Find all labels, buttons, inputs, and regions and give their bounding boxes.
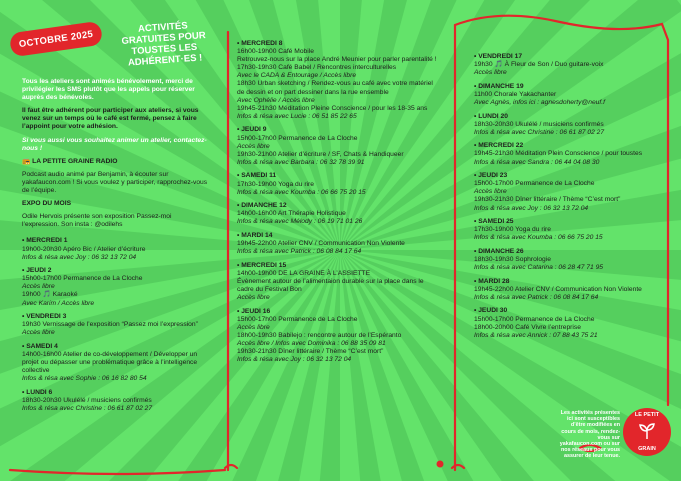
- event-item: [474, 113, 654, 137]
- event-item: [22, 237, 210, 261]
- event-date: • MERCREDI 1: [22, 237, 68, 245]
- event-item: [237, 126, 437, 166]
- event-line: Infos & résa avec Barbara : 06 32 78 39 91: [237, 158, 365, 166]
- event-line: 17h30-19h00 Yoga du rire: [237, 180, 314, 188]
- event-line: 14h00-16h00 Art Thérapie Holistique: [237, 210, 346, 218]
- event-item: [237, 232, 437, 256]
- event-item: [22, 267, 210, 307]
- event-item: [22, 313, 210, 337]
- intro-paragraph: Si vous aussi vous souhaitez animer un atelier, contactez-nous !: [22, 136, 207, 152]
- logo: [623, 408, 671, 456]
- event-line: Infos & résa avec Patrick : 06 08 84 17 64: [474, 293, 599, 301]
- event-line: 16h00-19h00 Café Mobile: [237, 48, 314, 56]
- event-line: 18h30 Urban sketching / Rendez-vous au café avec votre matériel de dessin et on part dessiner dans la rue ensemble: [237, 80, 433, 96]
- event-line: 14h00-16h00 Atelier de co-développement / Développer un projet ou dépasser une problématique grâce à l’intelligence collective: [22, 351, 198, 375]
- event-date: • JEUDI 2: [22, 267, 52, 275]
- event-date: • MARDI 28: [474, 277, 510, 285]
- event-date: • JEUDI 9: [237, 126, 267, 134]
- event-line: 19h00-20h30 Apéro Bic / Atelier d’écriture: [22, 245, 146, 253]
- event-item: [474, 307, 654, 339]
- footer-note: Les activités présentes ici sont susceptibles d’être modifiées en cours de mois, rendez-vous sur yakafaucon.com ou sur nos réseaux pour vous assurer de leur tenue.: [559, 410, 620, 460]
- event-line: 19h30-21h30 Dîner littéraire / Thème “C’est mort”: [474, 196, 621, 204]
- event-item: [237, 202, 437, 226]
- event-line: 19h45-22h00 Atelier CNV / Communication Non Violente: [474, 285, 642, 293]
- event-line: 17h30-19h30 Café Babel / Rencontres interculturelles: [237, 64, 397, 72]
- event-line: Avec le CADA & Entourage / Accès libre: [237, 72, 357, 80]
- event-line: Infos & résa avec Sandra : 06 44 04 08 30: [474, 158, 600, 166]
- event-line: 11h00 Chorale Yakachanter: [474, 90, 557, 98]
- event-line: Retrouvez-nous sur la place André Meunier pour parler parentalité !: [237, 56, 437, 64]
- event-line: 19h45-22h00 Atelier CNV / Communication Non Violente: [237, 240, 405, 248]
- event-line: 18h30-20h30 Ukulélé / musiciens confirmés: [22, 397, 152, 404]
- event-line: Infos & résa avec Lucie : 06 51 85 22 65: [237, 112, 357, 120]
- event-line: Accès libre: [237, 323, 270, 331]
- intro-paragraph: 📻 LA PETITE GRAINE RADIO: [22, 157, 118, 165]
- event-line: Infos & résa avec Christine : 06 61 87 02 27: [474, 128, 605, 136]
- event-date: • JEUDI 30: [474, 307, 508, 315]
- event-line: Infos & résa avec Sophie : 06 16 82 80 54: [22, 375, 147, 383]
- event-item: [474, 83, 654, 107]
- event-line: Accès libre: [474, 69, 507, 77]
- intro-paragraph: Il faut être adhérent pour participer aux ateliers, si vous venez sur un temps où le café est fermé, pensez à faire l’appoint pour votre adhésion.: [22, 107, 199, 131]
- event-line: 15h00-17h00 Permanence de La Cloche: [237, 315, 358, 323]
- intro-paragraph: Podcast audio animé par Benjamin, à écouter sur yakafaucon.com ! Si vous voulez y participer, rapprochez-vous de l’équipe.: [22, 170, 208, 195]
- event-line: 18h30-20h30 Ukulélé / musiciens confirmés: [474, 120, 604, 128]
- event-date: • JEUDI 23: [474, 172, 508, 180]
- event-date: • LUNDI 6: [22, 388, 53, 396]
- event-line: Infos & résa avec Mélody : 06 19 71 01 26: [237, 218, 363, 226]
- intro-paragraph: Tous les ateliers sont animés bénévolement, merci de privilégier les SMS plutôt que les appels pour réserver auprès des bénévoles.: [22, 78, 195, 102]
- event-item: [237, 172, 437, 196]
- event-line: 19h30 Vernissage de l’exposition “Passez moi l’expression”: [22, 321, 198, 329]
- event-line: Accès libre / Infos avec Dominika : 06 88 35 09 81: [237, 340, 386, 348]
- event-line: Infos & résa avec Joy : 06 32 13 72 04: [237, 356, 352, 364]
- event-line: 14h00-19h00 DE LA GRAINE À L’ASSIETTE: [237, 269, 371, 277]
- event-item: [237, 262, 437, 302]
- event-item: [237, 308, 437, 365]
- event-item: [474, 142, 654, 166]
- event-line: 19h30-21h30 Dîner littéraire / Thème “C’est mort”: [237, 348, 384, 356]
- event-line: Infos & résa avec Christine : 06 61 87 02 27: [22, 405, 153, 413]
- middle-column: [237, 40, 437, 370]
- event-line: 18h30-19h30 Sophrologie: [474, 255, 551, 263]
- event-line: 19h45-21h30 Méditation Pleine Conscience / pour les 18-35 ans: [237, 104, 428, 112]
- event-date: • VENDREDI 3: [22, 313, 67, 321]
- page-heading: ACTIVITÉS GRATUITES POUR TOUSTES LES ADHÉRENT·ES !: [121, 20, 207, 69]
- event-date: • MERCREDI 22: [474, 142, 524, 150]
- event-line: Avec Ophélie / Accès libre: [237, 96, 315, 104]
- month-badge: OCTOBRE 2025: [9, 21, 103, 58]
- event-date: • MARDI 14: [237, 231, 273, 239]
- event-line: 15h00-17h00 Permanence de La Cloche: [474, 315, 595, 323]
- event-line: 19h30-21h00 Atelier d’écriture / SF, Chats & Handiqueer: [237, 150, 404, 158]
- event-line: Infos & résa avec Catarina : 06 28 47 71 95: [474, 264, 604, 272]
- event-line: 15h00-17h00 Permanence de La Cloche: [22, 275, 143, 283]
- event-line: Accès libre: [22, 329, 55, 337]
- intro-paragraph: Odile Hervois présente son exposition Passez-moi l’expression. Son insta : @odilehs: [22, 213, 172, 229]
- logo-bottom-text: GRAIN: [638, 446, 656, 452]
- event-date: • DIMANCHE 26: [474, 247, 524, 255]
- event-line: Infos & résa avec Koumba : 06 66 75 20 15: [474, 234, 603, 242]
- event-line: Accès libre: [474, 188, 507, 196]
- event-line: 15h00-17h00 Permanence de La Cloche: [474, 180, 595, 188]
- event-line: 15h00-17h00 Permanence de La Cloche: [237, 134, 358, 142]
- event-date: • DIMANCHE 12: [237, 202, 287, 210]
- event-line: Infos & résa avec Annick : 07 88 43 75 21: [474, 331, 598, 339]
- event-line: Accès libre: [237, 142, 270, 150]
- event-line: Infos & résa avec Koumba : 06 66 75 20 15: [237, 188, 366, 196]
- event-date: • MERCREDI 15: [237, 261, 287, 269]
- event-date: • SAMEDI 25: [474, 218, 514, 226]
- event-line: Infos & résa avec Joy : 06 32 13 72 04: [474, 204, 589, 212]
- event-date: • MERCREDI 8: [237, 40, 283, 47]
- event-line: Évènement autour de l’alimentaion durable sur la place dans le cadre du Festival Bon: [237, 277, 424, 294]
- event-item: [474, 278, 654, 302]
- event-line: 18h00-20h00 Café Vivre l’entreprise: [474, 323, 581, 331]
- event-list-left: [22, 237, 210, 413]
- event-date: • VENDREDI 17: [474, 53, 523, 60]
- event-item: [474, 218, 654, 242]
- left-column: [22, 78, 210, 419]
- event-item: [474, 172, 654, 212]
- event-date: • LUNDI 20: [474, 112, 508, 120]
- event-date: • SAMEDI 4: [22, 342, 58, 350]
- logo-top-text: LE PETIT: [634, 412, 660, 418]
- event-line: 19h45-21h30 Méditation Plein Conscience / pour toustes: [474, 150, 643, 158]
- event-line: Accès libre: [237, 294, 270, 302]
- event-item: [22, 389, 210, 413]
- sprout-icon: [637, 421, 657, 441]
- intro-block: [22, 78, 210, 229]
- right-column: [474, 53, 654, 345]
- event-item: [474, 248, 654, 272]
- intro-paragraph: EXPO DU MOIS: [22, 200, 72, 208]
- event-date: • SAMEDI 11: [237, 172, 277, 180]
- event-item: [237, 40, 437, 121]
- event-date: • DIMANCHE 19: [474, 82, 524, 90]
- event-line: 19h30 🎵 À Fleur de Son / Duo guitare-voix: [474, 61, 604, 69]
- event-line: Infos & résa avec Patrick : 06 08 84 17 64: [237, 248, 362, 256]
- event-date: • JEUDI 16: [237, 307, 271, 315]
- event-line: Accès libre: [22, 283, 55, 291]
- event-item: [22, 343, 210, 383]
- event-line: Avec Agnès, infos ici : agnesdoherty@neuf.f: [474, 98, 605, 106]
- event-line: 17h30-19h00 Yoga du rire: [474, 226, 551, 234]
- event-line: 18h00-19h30 Babilejo : rencontre autour de l’Espéranto: [237, 332, 402, 339]
- event-item: [474, 53, 654, 77]
- event-line: 19h00 🎵 Karaoké: [22, 291, 78, 299]
- event-line: Infos & résa avec Joy : 06 32 13 72 04: [22, 253, 137, 261]
- event-line: Avec Karim / Accès libre: [22, 299, 95, 307]
